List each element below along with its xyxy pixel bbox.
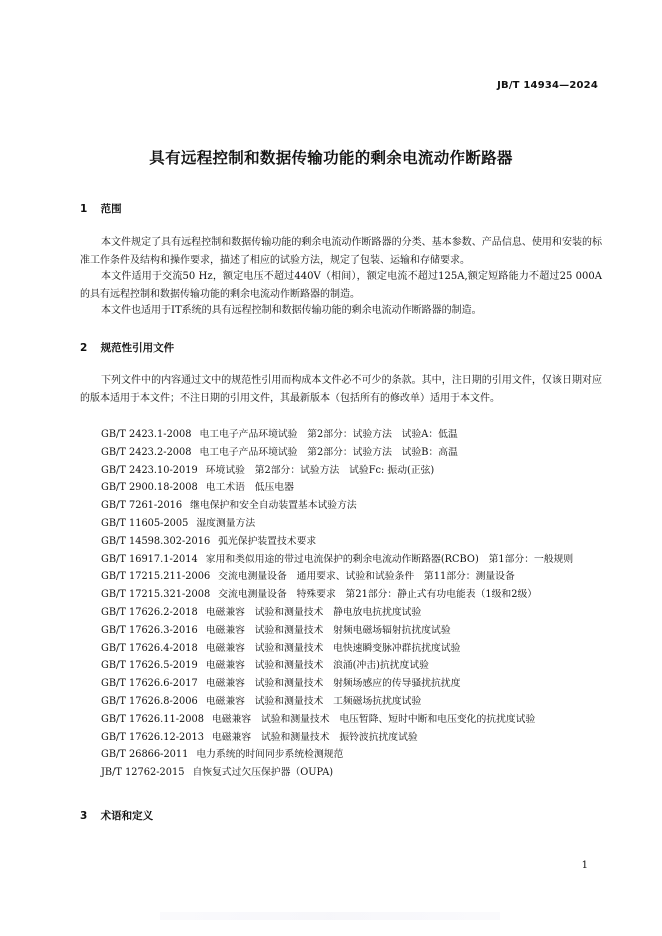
reference-code: GB/T 7261-2016 <box>101 500 183 512</box>
section-3-title: 术语和定义 <box>100 810 154 822</box>
reference-code: GB/T 17626.12-2013 <box>101 731 204 743</box>
reference-code: GB/T 2900.18-2008 <box>101 482 198 494</box>
reference-item <box>80 622 602 640</box>
reference-code: JB/T 12762-2015 <box>101 767 185 779</box>
page-number: 1 <box>581 860 588 871</box>
reference-title: 环境试验 第2部分：试验方法 试验Fc: 振动(正弦) <box>205 464 435 476</box>
reference-code: GB/T 2423.2-2008 <box>101 446 192 458</box>
reference-title: 湿度测量方法 <box>196 517 256 529</box>
reference-code: GB/T 17626.2-2018 <box>101 606 198 618</box>
document-title: 具有远程控制和数据传输功能的剩余电流动作断路器 <box>149 149 513 167</box>
reference-title: 电磁兼容 试验和测量技术 电压暂降、短时中断和电压变化的抗扰度试验 <box>211 713 536 725</box>
scope-paragraph-3: 本文件也适用于IT系统的具有远程控制和数据传输功能的剩余电流动作断路器的制造。 <box>101 305 482 316</box>
reference-code: GB/T 17626.11-2008 <box>101 713 204 725</box>
reference-item <box>80 586 602 604</box>
reference-title: 电磁兼容 试验和测量技术 振铃波抗扰度试验 <box>211 731 418 743</box>
reference-code: GB/T 17215.321-2008 <box>101 589 211 601</box>
reference-item <box>80 515 602 533</box>
reference-item <box>80 693 602 711</box>
reference-item <box>80 497 602 515</box>
reference-title: 自恢复式过欠压保护器（OUPA) <box>192 767 334 779</box>
section-1-title: 范围 <box>100 203 122 215</box>
reference-title: 电力系统的时间同步系统检测规范 <box>196 749 344 761</box>
faded-footer-mark <box>160 912 500 920</box>
reference-code: GB/T 14598.302-2016 <box>101 535 211 547</box>
reference-item <box>80 533 602 551</box>
reference-item <box>80 604 602 622</box>
scope-paragraph-2: 本文件适用于交流50 Hz，额定电压不超过440V（相间），额定电流不超过125A,额定短路能力不超过25 000A的具有远程控制和数据传输功能的剩余电流动作断路器的制造。 <box>80 271 602 300</box>
reference-code: GB/T 17626.5-2019 <box>101 660 198 672</box>
reference-item <box>80 479 602 497</box>
section-1-number: 1 <box>80 203 88 215</box>
reference-item <box>80 675 602 693</box>
reference-code: GB/T 17626.3-2016 <box>101 624 198 636</box>
section-2-number: 2 <box>80 342 88 354</box>
section-2-title: 规范性引用文件 <box>100 342 175 354</box>
reference-item <box>80 711 602 729</box>
standard-number: JB/T 14934—2024 <box>497 80 598 91</box>
reference-code: GB/T 17626.6-2017 <box>101 678 198 690</box>
reference-title: 电磁兼容 试验和测量技术 浪涌(冲击)抗扰度试验 <box>205 660 429 672</box>
reference-list <box>80 426 602 782</box>
section-3-heading <box>80 808 153 823</box>
reference-item <box>80 746 602 764</box>
reference-code: GB/T 2423.10-2019 <box>101 464 198 476</box>
reference-code: GB/T 17626.4-2018 <box>101 642 198 654</box>
scope-paragraph-1: 本文件规定了具有远程控制和数据传输功能的剩余电流动作断路器的分类、基本参数、产品信息、使用和安装的标准工作条件及结构和操作要求，描述了相应的试验方法，规定了包装、运输和存储要求。 <box>80 237 602 266</box>
reference-item <box>80 568 602 586</box>
reference-title: 家用和类似用途的带过电流保护的剩余电流动作断路器(RCBO) 第1部分：一般规则 <box>205 553 574 565</box>
reference-item <box>80 462 602 480</box>
reference-title: 电磁兼容 试验和测量技术 电快速瞬变脉冲群抗扰度试验 <box>205 642 461 654</box>
reference-title: 继电保护和安全自动装置基本试验方法 <box>190 500 357 512</box>
section-2-heading <box>80 340 174 355</box>
reference-item <box>80 551 602 569</box>
reference-item <box>80 657 602 675</box>
reference-title: 电工电子产品环境试验 第2部分：试验方法 试验B：高温 <box>199 446 458 458</box>
reference-title: 电磁兼容 试验和测量技术 工频磁场抗扰度试验 <box>205 695 422 707</box>
section-3-number: 3 <box>80 810 88 822</box>
reference-title: 电工术语 低压电器 <box>205 482 294 494</box>
reference-item <box>80 444 602 462</box>
reference-title: 电磁兼容 试验和测量技术 静电放电抗扰度试验 <box>205 606 422 618</box>
reference-title: 电工电子产品环境试验 第2部分：试验方法 试验A：低温 <box>199 429 458 440</box>
reference-title: 电磁兼容 试验和测量技术 射频电磁场辐射抗扰度试验 <box>205 624 451 636</box>
reference-code: GB/T 17215.211-2006 <box>101 571 211 583</box>
reference-title: 交流电测量设备 特殊要求 第21部分：静止式有功电能表（1级和2级） <box>218 589 538 601</box>
reference-item <box>80 764 602 782</box>
normative-intro-paragraph: 下列文件中的内容通过文中的规范性引用而构成本文件必不可少的条款。其中，注日期的引用文件，仅该日期对应的版本适用于本文件；不注日期的引用文件，其最新版本（包括所有的修改单）适用于本文件。 <box>80 375 602 404</box>
reference-code: GB/T 16917.1-2014 <box>101 553 198 565</box>
reference-code: GB/T 11605-2005 <box>101 517 189 529</box>
reference-item <box>80 729 602 747</box>
reference-item <box>80 640 602 658</box>
reference-title: 弧光保护装置技术要求 <box>218 535 317 547</box>
section-1-heading <box>80 201 122 216</box>
reference-code: GB/T 2423.1-2008 <box>101 429 192 440</box>
reference-code: GB/T 26866-2011 <box>101 749 189 761</box>
reference-title: 电磁兼容 试验和测量技术 射频场感应的传导骚扰抗扰度 <box>205 678 461 690</box>
reference-title: 交流电测量设备 通用要求、试验和试验条件 第11部分：测量设备 <box>218 571 515 583</box>
reference-code: GB/T 17626.8-2006 <box>101 695 198 707</box>
reference-item <box>80 426 602 444</box>
